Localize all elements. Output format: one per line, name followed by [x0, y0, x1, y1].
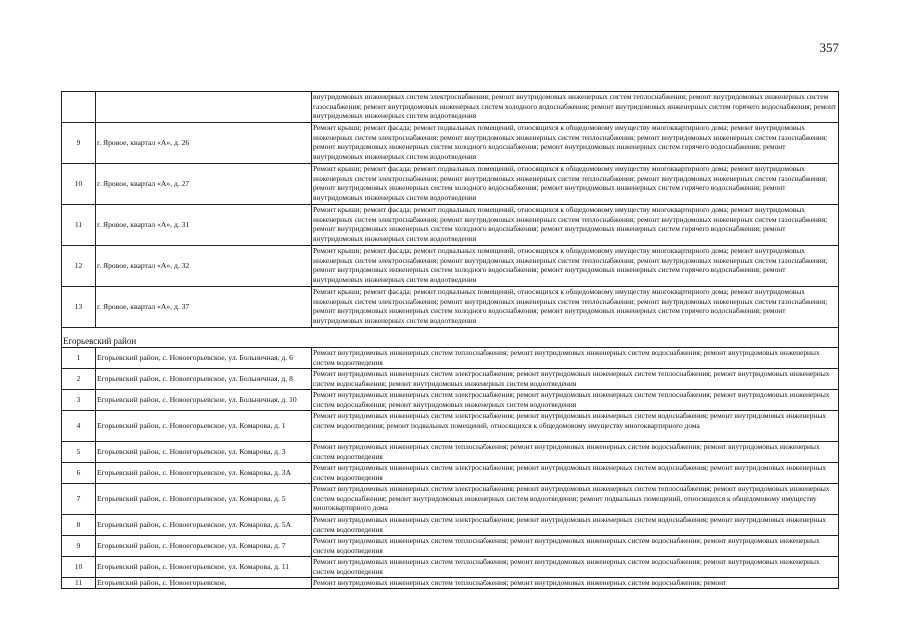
row-number-cell: 9	[62, 123, 96, 164]
works-cell: Ремонт внутридомовых инженерных систем электроснабжения; ремонт внутридомовых инженерных систем теплоснабжения; ремонт внутридомовых инженерных систем водоснабжения; ремонт внутридомовых инженерных систем водоотведения	[312, 390, 839, 411]
row-number-cell: 13	[62, 287, 96, 328]
row-number-cell: 11	[62, 578, 96, 589]
capital-repair-table	[61, 91, 839, 589]
row-number-cell: 5	[62, 442, 96, 463]
address-cell: Егорьевский район, с. Новоегорьевское, ул. Больничная, д. 8	[96, 369, 312, 390]
address-cell: Егорьевский район, с. Новоегорьевское, ул. Комарова, д. 5	[96, 484, 312, 515]
row-number-cell: 9	[62, 536, 96, 557]
works-cell: Ремонт крыши; ремонт фасада; ремонт подвальных помещений, относящихся к общедомовому имуществу многоквартирного дома; ремонт внутридомовых инженерных систем электроснабжения; ремонт внутридомовых инженерных систем теплоснабжения; ремонт внутридомовых инженерных систем газоснабжения; ремонт внутридомовых инженерных систем холодного водоснабжения; ремонт внутридомовых инженерных систем горячего водоснабжения; ремонт внутридомовых инженерных систем водоотведения	[312, 164, 839, 205]
works-cell: Ремонт внутридомовых инженерных систем электроснабжения; ремонт внутридомовых инженерных систем теплоснабжения; ремонт внутридомовых инженерных систем водоснабжения; ремонт внутридомовых инженерных систем водоотведения	[312, 369, 839, 390]
table-row	[62, 557, 839, 578]
address-cell: Егорьевский район, с. Новоегорьевское, ул. Больничная, д. 6	[96, 348, 312, 369]
row-number-cell: 6	[62, 463, 96, 484]
works-cell: Ремонт крыши; ремонт фасада; ремонт подвальных помещений, относящихся к общедомовому имуществу многоквартирного дома; ремонт внутридомовых инженерных систем электроснабжения; ремонт внутридомовых инженерных систем теплоснабжения; ремонт внутридомовых инженерных систем газоснабжения; ремонт внутридомовых инженерных систем холодного водоснабжения; ремонт внутридомовых инженерных систем горячего водоснабжения; ремонт внутридомовых инженерных систем водоотведения	[312, 287, 839, 328]
page-number: 357	[819, 40, 839, 55]
table-row	[62, 369, 839, 390]
works-cell: Ремонт внутридомовых инженерных систем теплоснабжения; ремонт внутридомовых инженерных систем водоснабжения; ремонт внутридомовых инженерных систем водоотведения	[312, 557, 839, 578]
table-row	[62, 484, 839, 515]
works-cell: Ремонт внутридомовых инженерных систем электроснабжения; ремонт внутридомовых инженерных систем водоснабжения; ремонт внутридомовых инженерных систем водоотведения	[312, 515, 839, 536]
address-cell: Егорьевский район, с. Новоегорьевское, ул. Комарова, д. 7	[96, 536, 312, 557]
table-row	[62, 390, 839, 411]
address-cell: Егорьевский район, с. Новоегорьевское, ул. Комарова, д. 5А	[96, 515, 312, 536]
table-row	[62, 536, 839, 557]
address-cell: г. Яровое, квартал «А», д. 37	[96, 287, 312, 328]
section-title: Егорьевский район	[62, 328, 839, 348]
row-number-cell: 10	[62, 557, 96, 578]
address-cell: Егорьевский район, с. Новоегорьевское, ул. Комарова, д. 3	[96, 442, 312, 463]
works-cell: Ремонт крыши; ремонт фасада; ремонт подвальных помещений, относящихся к общедомовому имуществу многоквартирного дома; ремонт внутридомовых инженерных систем электроснабжения; ремонт внутридомовых инженерных систем теплоснабжения; ремонт внутридомовых инженерных систем газоснабжения; ремонт внутридомовых инженерных систем холодного водоснабжения; ремонт внутридомовых инженерных систем горячего водоснабжения; ремонт внутридомовых инженерных систем водоотведения	[312, 123, 839, 164]
address-cell: Егорьевский район, с. Новоегорьевское,	[96, 578, 312, 589]
address-cell: Егорьевский район, с. Новоегорьевское, ул. Комарова, д. 11	[96, 557, 312, 578]
table-row	[62, 515, 839, 536]
address-cell: г. Яровое, квартал «А», д. 31	[96, 205, 312, 246]
row-number-cell: 10	[62, 164, 96, 205]
row-number-cell	[62, 92, 96, 123]
address-cell: Егорьевский район, с. Новоегорьевское, ул. Больничная, д. 10	[96, 390, 312, 411]
row-number-cell: 1	[62, 348, 96, 369]
works-cell: Ремонт внутридомовых инженерных систем теплоснабжения; ремонт внутридомовых инженерных систем водоснабжения; ремонт	[312, 578, 839, 589]
works-cell: Ремонт внутридомовых инженерных систем теплоснабжения; ремонт внутридомовых инженерных систем водоснабжения; ремонт внутридомовых инженерных систем водоотведения	[312, 442, 839, 463]
table-row	[62, 287, 839, 328]
row-number-cell: 3	[62, 390, 96, 411]
table-row	[62, 411, 839, 442]
works-cell: Ремонт внутридомовых инженерных систем электроснабжения; ремонт внутридомовых инженерных систем водоснабжения; ремонт внутридомовых инженерных систем водоотведения	[312, 463, 839, 484]
works-cell: Ремонт внутридомовых инженерных систем электроснабжения; ремонт внутридомовых инженерных систем водоснабжения; ремонт внутридомовых инженерных систем водоотведения; ремонт подвальных помещений, относящихся к общедомовому имуществу многоквартирного дома	[312, 411, 839, 442]
address-cell	[96, 92, 312, 123]
table-row	[62, 348, 839, 369]
table-row	[62, 463, 839, 484]
address-cell: г. Яровое, квартал «А», д. 27	[96, 164, 312, 205]
row-number-cell: 2	[62, 369, 96, 390]
table-row	[62, 92, 839, 123]
address-cell: Егорьевский район, с. Новоегорьевское, ул. Комарова, д. 1	[96, 411, 312, 442]
row-number-cell: 12	[62, 246, 96, 287]
works-cell: Ремонт крыши; ремонт фасада; ремонт подвальных помещений, относящихся к общедомовому имуществу многоквартирного дома; ремонт внутридомовых инженерных систем электроснабжения; ремонт внутридомовых инженерных систем теплоснабжения; ремонт внутридомовых инженерных систем газоснабжения; ремонт внутридомовых инженерных систем холодного водоснабжения; ремонт внутридомовых инженерных систем горячего водоснабжения; ремонт внутридомовых инженерных систем водоотведения	[312, 205, 839, 246]
row-number-cell: 7	[62, 484, 96, 515]
address-cell: Егорьевский район, с. Новоегорьевское, ул. Комарова, д. 3А	[96, 463, 312, 484]
works-cell: Ремонт внутридомовых инженерных систем электроснабжения; ремонт внутридомовых инженерных систем теплоснабжения; ремонт внутридомовых инженерных систем водоснабжения; ремонт внутридомовых инженерных систем водоотведения; ремонт подвальных помещений, относящихся к общедомовому имуществу многоквартирного дома	[312, 484, 839, 515]
address-cell: г. Яровое, квартал «А», д. 26	[96, 123, 312, 164]
works-cell: Ремонт внутридомовых инженерных систем теплоснабжения; ремонт внутридомовых инженерных систем водоснабжения; ремонт внутридомовых инженерных систем водоотведения	[312, 536, 839, 557]
table-row	[62, 123, 839, 164]
row-number-cell: 11	[62, 205, 96, 246]
table-row	[62, 442, 839, 463]
works-cell: Ремонт внутридомовых инженерных систем теплоснабжения; ремонт внутридомовых инженерных систем водоснабжения; ремонт внутридомовых инженерных систем водоотведения	[312, 348, 839, 369]
works-cell: Ремонт крыши; ремонт фасада; ремонт подвальных помещений, относящихся к общедомовому имуществу многоквартирного дома; ремонт внутридомовых инженерных систем электроснабжения; ремонт внутридомовых инженерных систем теплоснабжения; ремонт внутридомовых инженерных систем газоснабжения; ремонт внутридомовых инженерных систем холодного водоснабжения; ремонт внутридомовых инженерных систем горячего водоснабжения; ремонт внутридомовых инженерных систем водоотведения	[312, 246, 839, 287]
row-number-cell: 4	[62, 411, 96, 442]
table-row	[62, 164, 839, 205]
address-cell: г. Яровое, квартал «А», д. 32	[96, 246, 312, 287]
table-row	[62, 578, 839, 589]
row-number-cell: 8	[62, 515, 96, 536]
table-row	[62, 205, 839, 246]
works-cell: внутридомовых инженерных систем электроснабжения; ремонт внутридомовых инженерных систем теплоснабжения; ремонт внутридомовых инженерных систем газоснабжения; ремонт внутридомовых инженерных систем холодного водоснабжения; ремонт внутридомовых инженерных систем горячего водоснабжения; ремонт внутридомовых инженерных систем водоотведения	[312, 92, 839, 123]
section-header-row	[62, 328, 839, 348]
table-row	[62, 246, 839, 287]
